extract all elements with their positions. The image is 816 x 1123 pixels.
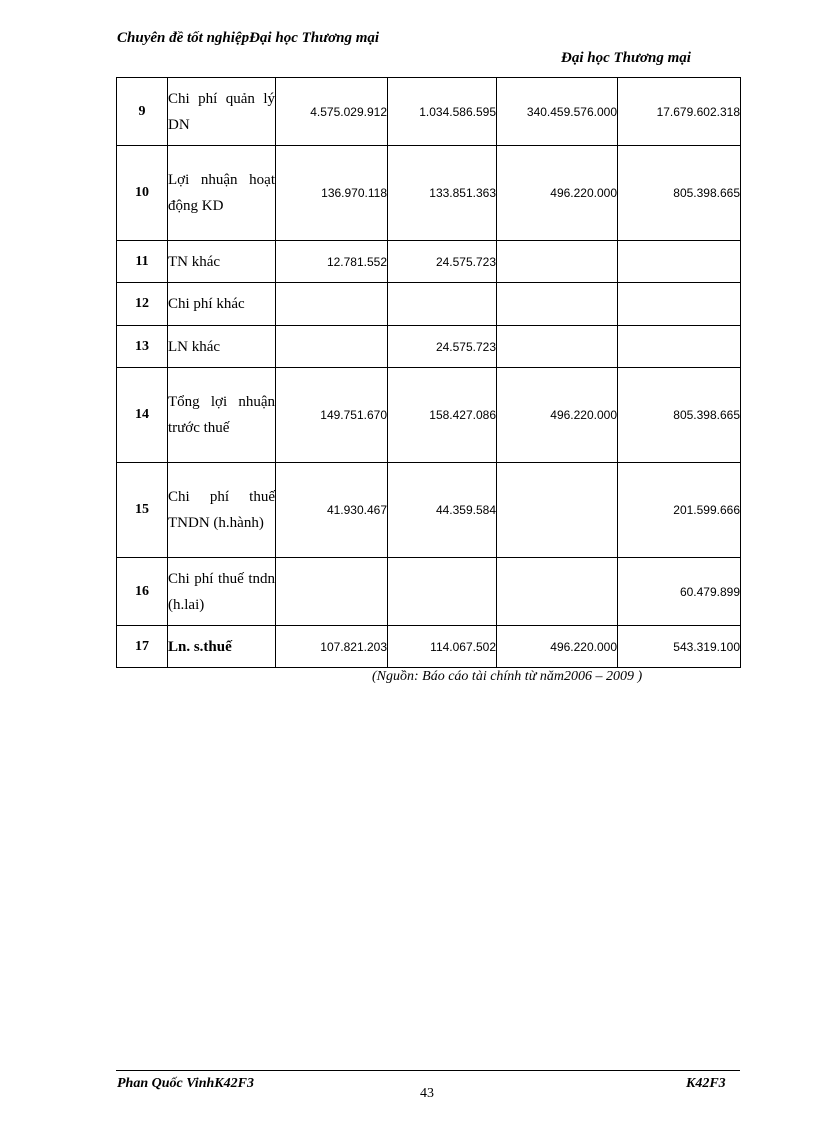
value-cell: 543.319.100 [618,626,741,668]
footer-class: K42F3 [686,1076,726,1091]
footer-author: Phan Quốc VinhK42F3 [117,1076,254,1091]
value-cell: 149.751.670 [276,368,388,463]
value-cell: 201.599.666 [618,463,741,558]
source-note: (Nguồn: Báo cáo tài chính từ năm2006 – 2009 ) [372,669,643,684]
header-university: Đại học Thương mại [561,50,691,66]
value-cell [276,558,388,626]
value-cell [388,558,497,626]
value-cell: 24.575.723 [388,241,497,283]
table-row [117,283,741,326]
row-number: 10 [117,146,168,241]
value-cell [388,283,497,326]
value-cell [497,241,618,283]
value-cell: 1.034.586.595 [388,78,497,146]
row-label: Lợi nhuận hoạt động KD [168,146,276,241]
value-cell: 496.220.000 [497,626,618,668]
value-cell [618,326,741,368]
row-label: LN khác [168,326,276,368]
financial-table [116,77,741,668]
value-cell: 496.220.000 [497,368,618,463]
table-row [117,463,741,558]
footer-divider [116,1070,740,1071]
row-number: 11 [117,241,168,283]
value-cell: 158.427.086 [388,368,497,463]
value-cell [497,558,618,626]
value-cell: 60.479.899 [618,558,741,626]
row-number: 9 [117,78,168,146]
table-row [117,146,741,241]
value-cell: 805.398.665 [618,146,741,241]
row-number: 13 [117,326,168,368]
value-cell [618,283,741,326]
row-label: Tổng lợi nhuận trước thuế [168,368,276,463]
row-label: Ln. s.thuế [168,626,276,668]
header-title: Chuyên đề tốt nghiệpĐại học Thương mại [117,30,380,46]
value-cell [497,326,618,368]
table-row [117,368,741,463]
row-number: 14 [117,368,168,463]
value-cell: 340.459.576.000 [497,78,618,146]
row-label: Chi phí thuế TNDN (h.hành) [168,463,276,558]
value-cell: 24.575.723 [388,326,497,368]
table-row [117,78,741,146]
value-cell: 114.067.502 [388,626,497,668]
value-cell [276,326,388,368]
value-cell: 44.359.584 [388,463,497,558]
value-cell: 12.781.552 [276,241,388,283]
value-cell [497,463,618,558]
row-number: 12 [117,283,168,326]
page-number: 43 [420,1086,434,1101]
value-cell: 107.821.203 [276,626,388,668]
value-cell: 4.575.029.912 [276,78,388,146]
value-cell [618,241,741,283]
value-cell: 496.220.000 [497,146,618,241]
value-cell: 805.398.665 [618,368,741,463]
table-row [117,326,741,368]
table-row [117,626,741,668]
value-cell: 17.679.602.318 [618,78,741,146]
row-number: 17 [117,626,168,668]
row-label: Chi phí thuế tndn (h.lai) [168,558,276,626]
value-cell [497,283,618,326]
table-row [117,241,741,283]
row-label: Chi phí khác [168,283,276,326]
row-number: 16 [117,558,168,626]
row-number: 15 [117,463,168,558]
row-label: TN khác [168,241,276,283]
row-label: Chi phí quản lý DN [168,78,276,146]
value-cell: 136.970.118 [276,146,388,241]
table-row [117,558,741,626]
value-cell: 41.930.467 [276,463,388,558]
value-cell [276,283,388,326]
value-cell: 133.851.363 [388,146,497,241]
